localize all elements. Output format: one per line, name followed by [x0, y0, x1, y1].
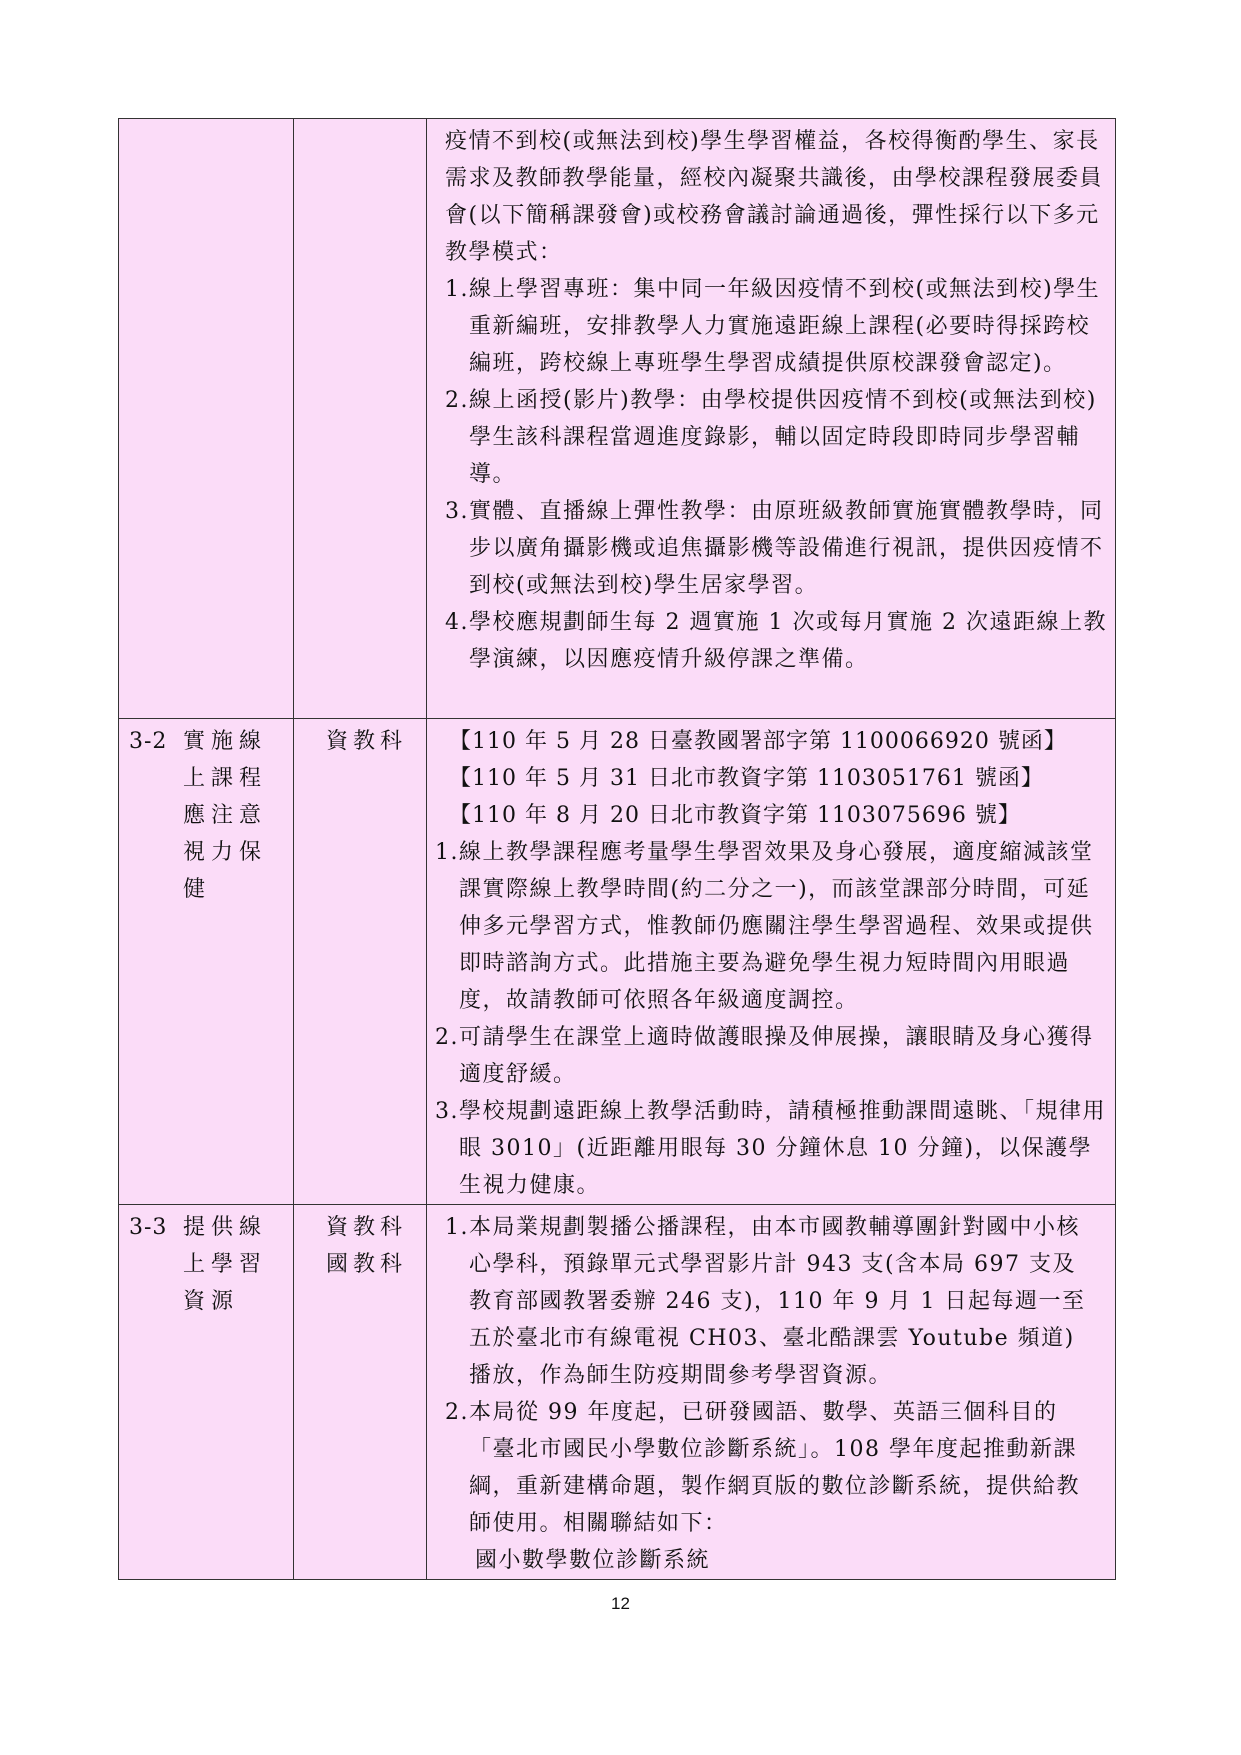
table-row	[119, 119, 1116, 719]
content-cell	[427, 719, 1116, 1205]
list-item: 1. 本局業規劃製播公播課程，由本市國教輔導團針對國中小核心學科，預錄單元式學習影片計 943 支(含本局 697 支及教育部國教署委辦 246 支)，110 年 9 月 1 日起每週一至五於臺北市有線電視 CH03、臺北酷課雲 Youtube 頻道)播放，作為師生防疫期間參考學習資源。	[445, 1215, 1086, 1388]
office-label: 資教科	[326, 729, 408, 754]
table-row	[119, 1205, 1116, 1580]
item-code: 3-2	[129, 729, 168, 754]
item-title: 提供線上學習資源	[183, 1215, 268, 1314]
list-item: 2. 本局從 99 年度起，已研發國語、數學、英語三個科目的「臺北市國民小學數位診斷系統」。108 學年度起推動新課綱，重新建構命題，製作網頁版的數位診斷系統，提供給教師使用。相關聯結如下：	[445, 1400, 1081, 1536]
list-item: 3. 實體、直播線上彈性教學：由原班級教師實施實體教學時，同步以廣角攝影機或追焦攝影機等設備進行視訊，提供因疫情不到校(或無法到校)學生居家學習。	[445, 499, 1104, 598]
document-table	[118, 118, 1116, 1580]
office-label: 國教科	[326, 1252, 408, 1277]
page-number: 12	[611, 1594, 630, 1613]
list-item: 1. 線上學習專班：集中同一年級因疫情不到校(或無法到校)學生重新編班，安排教學人力實施遠距線上課程(必要時得採跨校編班，跨校線上專班學生學習成績提供原校課發會認定)。	[445, 277, 1101, 376]
item-cell	[119, 119, 294, 719]
list-item: 2. 線上函授(影片)教學：由學校提供因疫情不到校(或無法到校)學生該科課程當週進度錄影，輔以固定時段即時同步學習輔導。	[445, 388, 1097, 487]
list-item: 2. 可請學生在課堂上適時做護眼操及伸展操，讓眼睛及身心獲得適度舒緩。	[435, 1025, 1094, 1087]
reference-line: 【110 年 5 月 31 日北市教資字第 1103051761 號函】	[449, 766, 1044, 791]
intro-paragraph: 疫情不到校(或無法到校)學生學習權益，各校得衡酌學生、家長需求及教師教學能量，經校內凝聚共識後，由學校課程發展委員會(以下簡稱課發會)或校務會議討論通過後，彈性採行以下多元教學模式：	[445, 129, 1104, 265]
reference-line: 【110 年 5 月 28 日臺教國署部字第 1100066920 號函】	[449, 729, 1067, 754]
table-row	[119, 719, 1116, 1205]
item-cell	[119, 1205, 294, 1580]
list-item: 3. 學校規劃遠距線上教學活動時，請積極推動課間遠眺、「規律用眼 3010」(近距離用眼每 30 分鐘休息 10 分鐘)，以保護學生視力健康。	[435, 1099, 1107, 1198]
list-item: 1. 線上教學課程應考量學生學習效果及身心發展，適度縮減該堂課實際線上教學時間(約二分之一)，而該堂課部分時間，可延伸多元學習方式，惟教師仍應關注學生學習過程、效果或提供即時諮詢方式。此措施主要為避免學生視力短時間內用眼過度，故請教師可依照各年級適度調控。	[435, 840, 1094, 1013]
office-cell	[294, 1205, 427, 1580]
office-cell	[294, 719, 427, 1205]
content-cell	[427, 119, 1116, 719]
system-link[interactable]: 國小數學數位診斷系統	[475, 1548, 711, 1573]
reference-line: 【110 年 8 月 20 日北市教資字第 1103075696 號】	[449, 803, 1021, 828]
item-title: 實施線上課程應注意視力保健	[183, 729, 268, 902]
office-cell	[294, 119, 427, 719]
content-cell	[427, 1205, 1116, 1580]
item-cell	[119, 719, 294, 1205]
list-item: 4. 學校應規劃師生每 2 週實施 1 次或每月實施 2 次遠距線上教學演練，以因應疫情升級停課之準備。	[445, 610, 1107, 672]
office-label: 資教科	[326, 1215, 408, 1240]
item-code: 3-3	[129, 1215, 168, 1240]
